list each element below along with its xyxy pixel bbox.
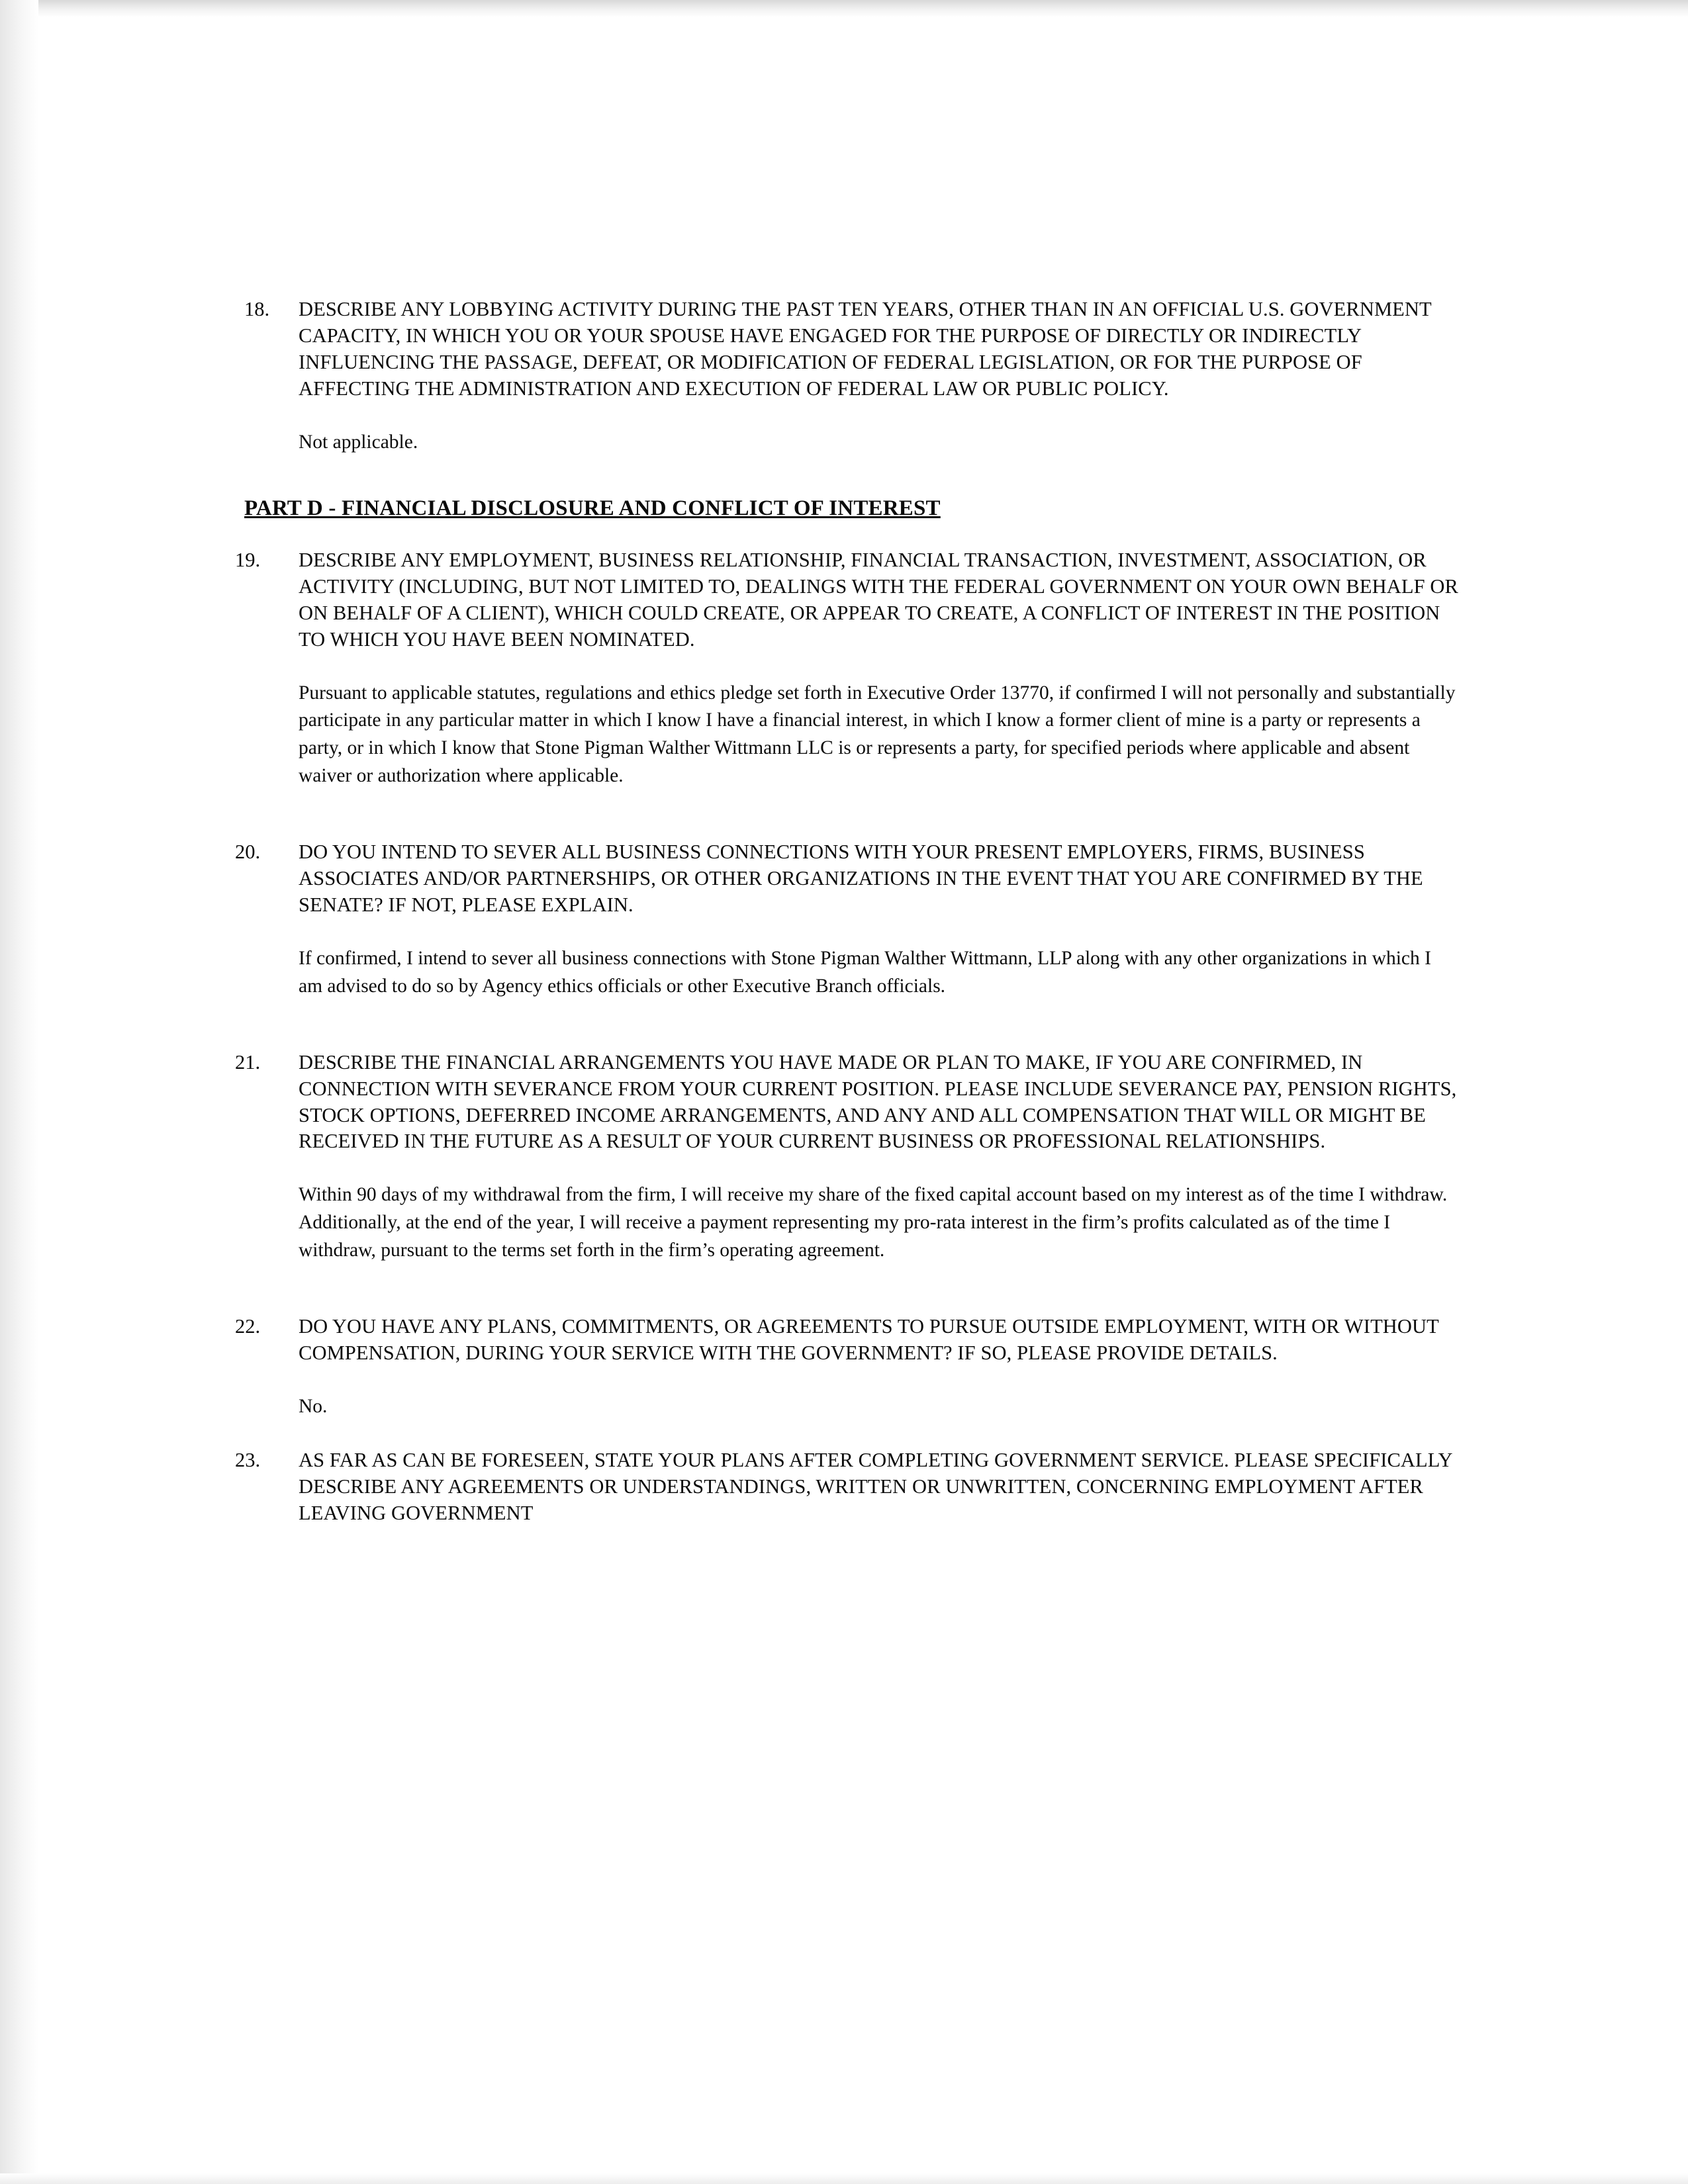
- question-18-text: DESCRIBE ANY LOBBYING ACTIVITY DURING THE PAST TEN YEARS, OTHER THAN IN AN OFFICIAL U.S. GOVERNMENT CAPACITY, IN WHICH YOU OR YOUR SPOUSE HAVE ENGAGED FOR THE PURPOSE OF DIRECTLY OR INDIRECTLY INFLUENCING THE PASSAGE, DEFEAT, OR MODIFICATION OF FEDERAL LEGISLATION, OR FOR THE PURPOSE OF AFFECTING THE ADMINISTRATION AND EXECUTION OF FEDERAL LAW OR PUBLIC POLICY.: [299, 298, 1432, 400]
- question-22-number: 22.: [235, 1315, 261, 1338]
- answer-20: If confirmed, I intend to sever all business connections with Stone Pigman Walther Wittmann, LLP along with any other organizations in which I am advised to do so by Agency ethics officials or other Executive Branch officials.: [299, 947, 1431, 997]
- answer-18: Not applicable.: [299, 431, 418, 453]
- part-d-heading: PART D - FINANCIAL DISCLOSURE AND CONFLICT OF INTEREST: [244, 496, 941, 520]
- question-20: [235, 839, 1460, 919]
- answer-21: Within 90 days of my withdrawal from the firm, I will receive my share of the fixed capital account based on my interest as of the time I withdraw. Additionally, at the end of the year, I will receive a payment representing my pro-rata interest in the firm’s profits calculated as of the time I withdraw, pursuant to the terms set forth in the firm’s operating agreement.: [299, 1184, 1448, 1261]
- question-18: [235, 296, 1460, 402]
- scan-edge-top: [0, 0, 1688, 17]
- scan-edge-bottom: [0, 2173, 1688, 2184]
- question-21: [235, 1050, 1460, 1156]
- question-20-text: DO YOU INTEND TO SEVER ALL BUSINESS CONNECTIONS WITH YOUR PRESENT EMPLOYERS, FIRMS, BUSINESS ASSOCIATES AND/OR PARTNERSHIPS, OR OTHER ORGANIZATIONS IN THE EVENT THAT YOU ARE CONFIRMED BY THE SENATE? IF NOT, PLEASE EXPLAIN.: [299, 841, 1423, 916]
- question-23-text: AS FAR AS CAN BE FORESEEN, STATE YOUR PLANS AFTER COMPLETING GOVERNMENT SERVICE. PLEASE SPECIFICALLY DESCRIBE ANY AGREEMENTS OR UNDERSTANDINGS, WRITTEN OR UNWRITTEN, CONCERNING EMPLOYMENT AFTER LEAVING GOVERNMENT: [299, 1448, 1452, 1524]
- question-19-number: 19.: [235, 548, 261, 571]
- document-body: [235, 296, 1460, 1527]
- scan-edge-left: [0, 0, 38, 2184]
- question-21-number: 21.: [235, 1050, 261, 1073]
- question-23-number: 23.: [235, 1448, 261, 1471]
- question-23: [235, 1447, 1460, 1527]
- question-21-text: DESCRIBE THE FINANCIAL ARRANGEMENTS YOU HAVE MADE OR PLAN TO MAKE, IF YOU ARE CONFIRMED, IN CONNECTION WITH SEVERANCE FROM YOUR CURRENT POSITION. PLEASE INCLUDE SEVERANCE PAY, PENSION RIGHTS, STOCK OPTIONS, DEFERRED INCOME ARRANGEMENTS, AND ANY AND ALL COMPENSATION THAT WILL OR MIGHT BE RECEIVED IN THE FUTURE AS A RESULT OF YOUR CURRENT BUSINESS OR PROFESSIONAL RELATIONSHIPS.: [299, 1050, 1457, 1153]
- question-19: [235, 547, 1460, 653]
- question-18-number: 18.: [244, 298, 270, 320]
- answer-22: No.: [299, 1395, 328, 1417]
- question-19-text: DESCRIBE ANY EMPLOYMENT, BUSINESS RELATIONSHIP, FINANCIAL TRANSACTION, INVESTMENT, ASSOCIATION, OR ACTIVITY (INCLUDING, BUT NOT LIMITED TO, DEALINGS WITH THE FEDERAL GOVERNMENT ON YOUR OWN BEHALF OR ON BEHALF OF A CLIENT), WHICH COULD CREATE, OR APPEAR TO CREATE, A CONFLICT OF INTEREST IN THE POSITION TO WHICH YOU HAVE BEEN NOMINATED.: [299, 548, 1458, 651]
- question-20-number: 20.: [235, 841, 261, 863]
- question-22-text: DO YOU HAVE ANY PLANS, COMMITMENTS, OR AGREEMENTS TO PURSUE OUTSIDE EMPLOYMENT, WITH OR WITHOUT COMPENSATION, DURING YOUR SERVICE WITH THE GOVERNMENT? IF SO, PLEASE PROVIDE DETAILS.: [299, 1315, 1439, 1364]
- question-22: [235, 1314, 1460, 1367]
- answer-19: Pursuant to applicable statutes, regulations and ethics pledge set forth in Executive Order 13770, if confirmed I will not personally and substantially participate in any particular matter in which I know I have a financial interest, in which I know a former client of mine is a party or represents a party, or in which I know that Stone Pigman Walther Wittmann LLC is or represents a party, for specified periods where applicable and absent waiver or authorization where applicable.: [299, 682, 1456, 787]
